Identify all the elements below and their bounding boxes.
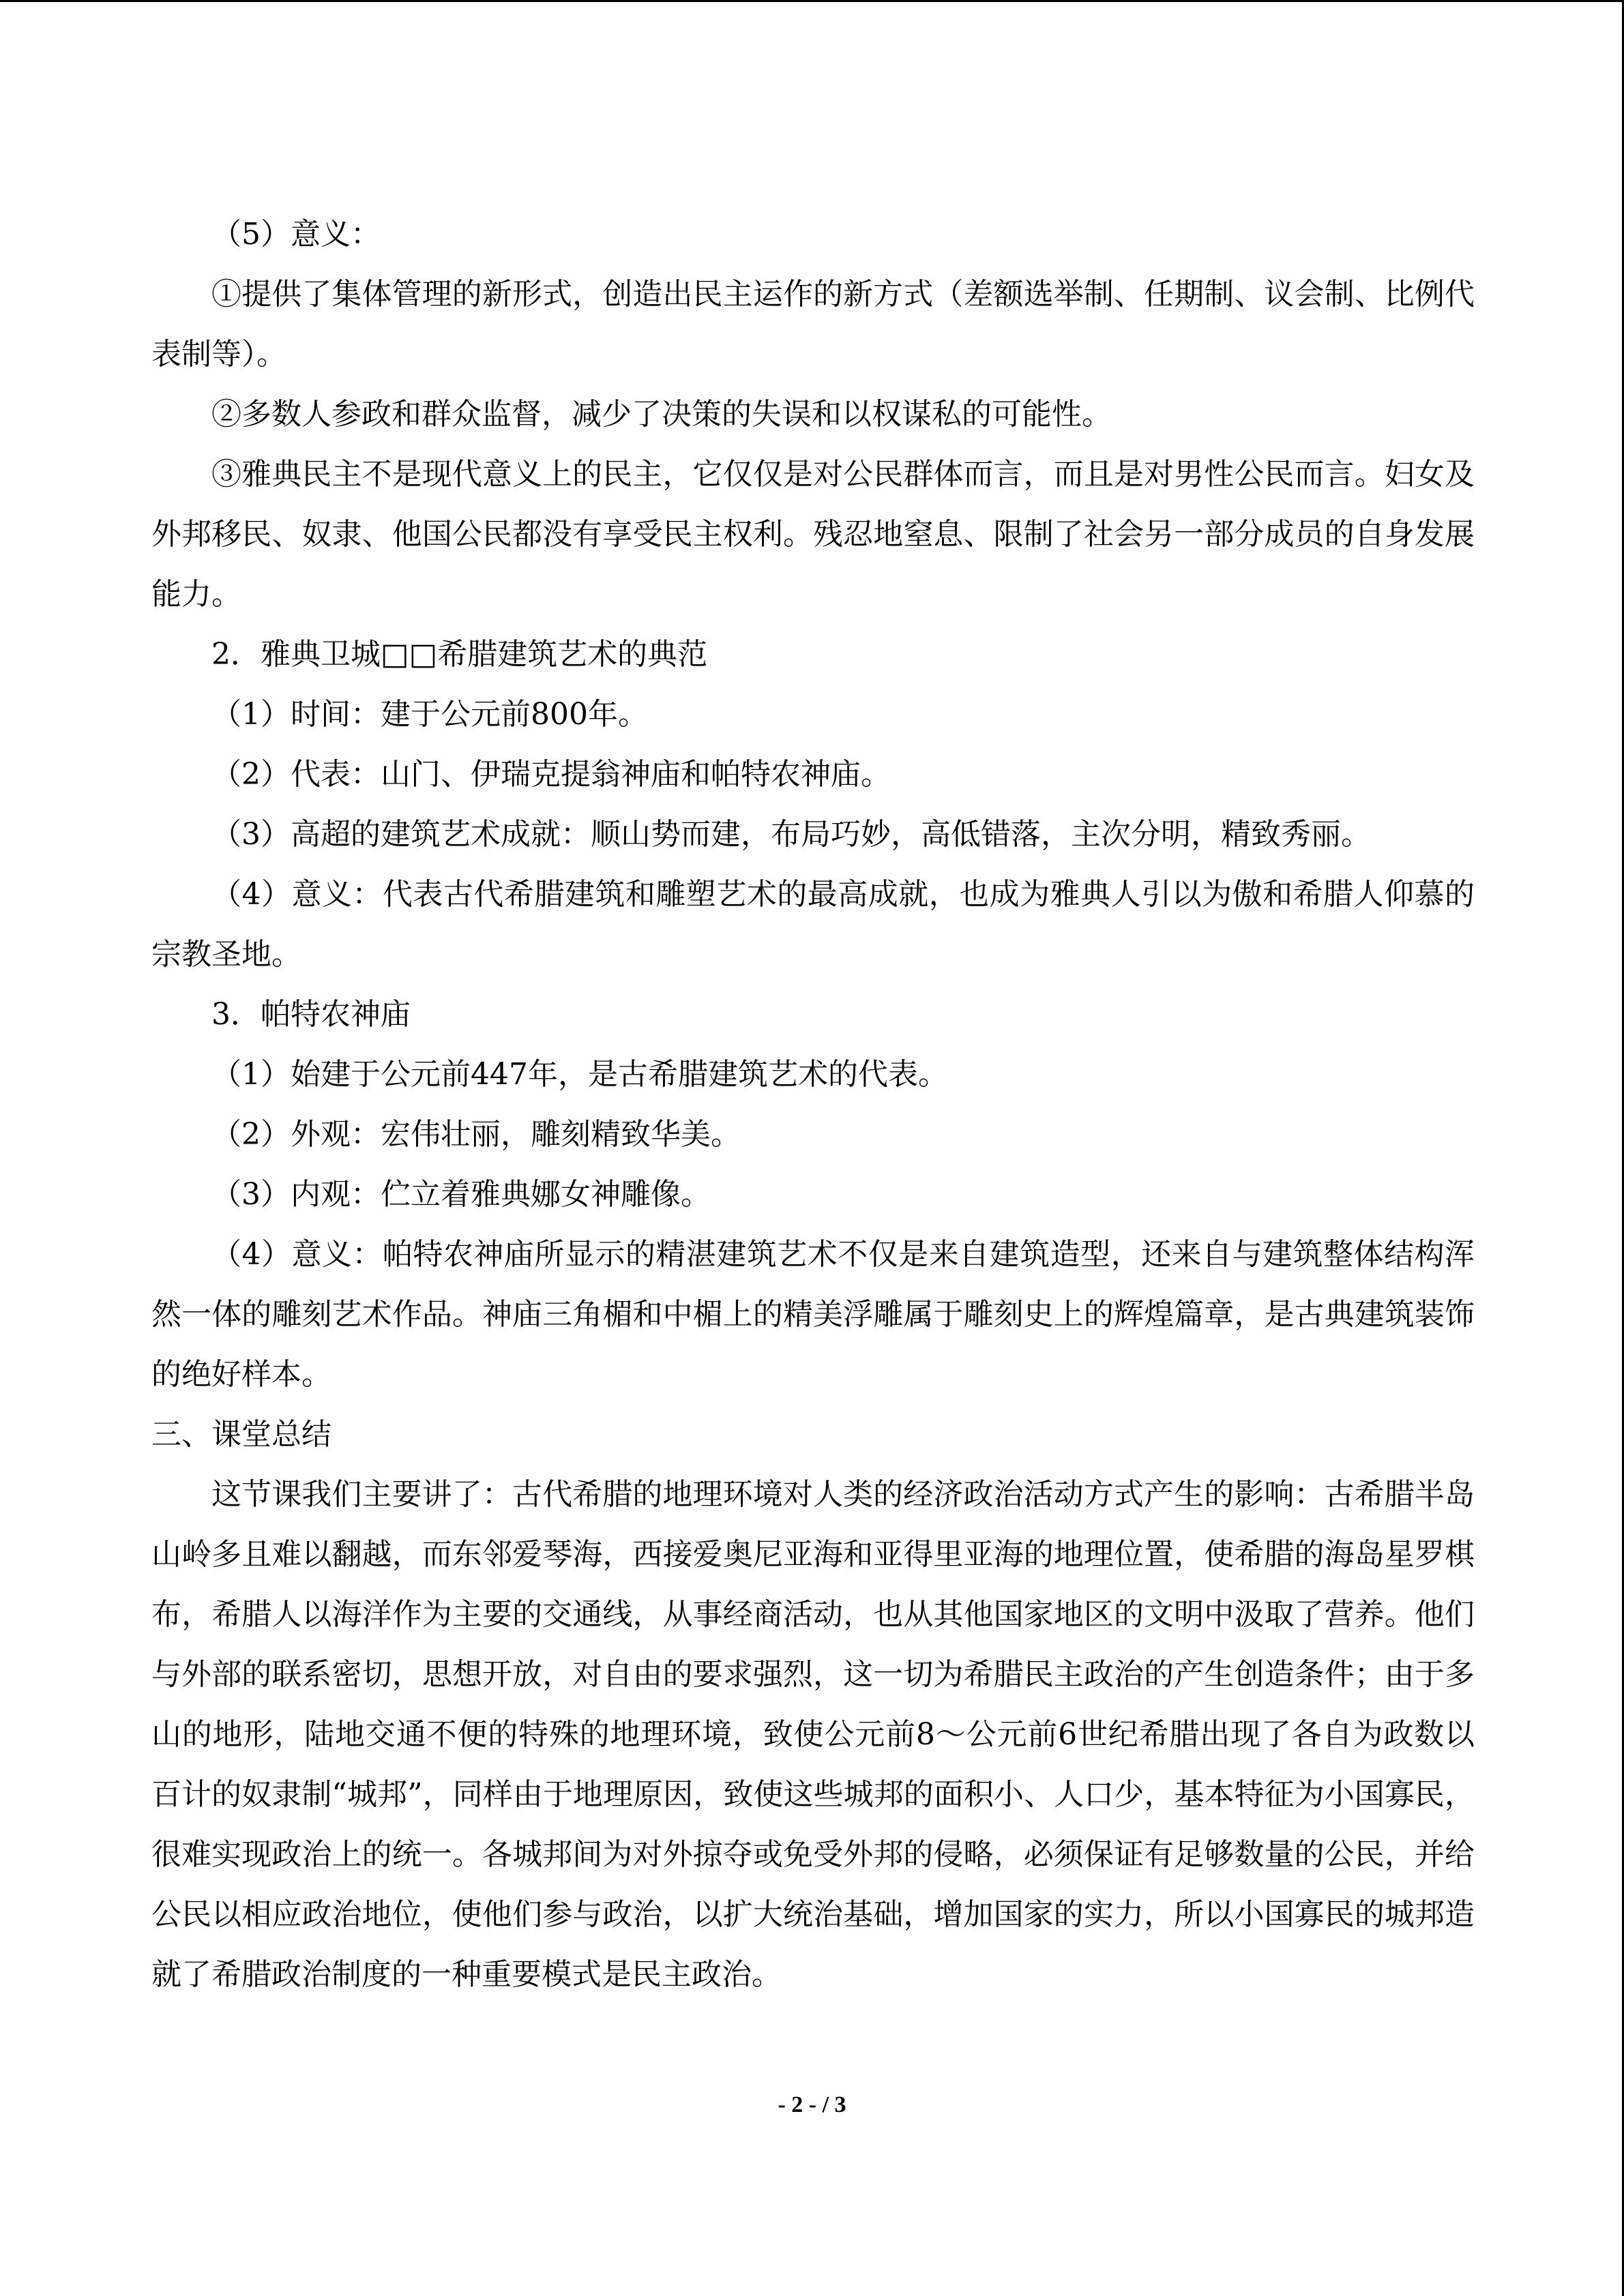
paragraph-acropolis-significance: （4）意义：代表古代希腊建筑和雕塑艺术的最高成就，也成为雅典人引以为傲和希腊人仰慕的宗教圣地。 bbox=[151, 877, 1475, 972]
paragraph-parthenon-exterior: （2）外观：宏伟壮丽，雕刻精致华美。 bbox=[211, 1117, 741, 1152]
paragraph-acropolis-achievement: （3）高超的建筑艺术成就：顺山势而建，布局巧妙，高低错落，主次分明，精致秀丽。 bbox=[211, 817, 1371, 852]
paragraph-significance-heading: （5）意义： bbox=[211, 217, 381, 252]
paragraph-summary: 这节课我们主要讲了：古代希腊的地理环境对人类的经济政治活动方式产生的影响：古希腊半岛山岭多且难以翻越，而东邻爱琴海，西接爱奥尼亚海和亚得里亚海的地理位置，使希腊的海岛星罗棋布，希腊人以海洋作为主要的交通线，从事经商活动，也从其他国家地区的文明中汲取了营养。他们与外部的联系密切，思想开放，对自由的要求强烈，这一切为希腊民主政治的产生创造条件；由于多山的地形，陆地交通不便的特殊的地理环境，致使公元前8～公元前6世纪希腊出现了各自为政数以百计的奴隶制“城邦”，同样由于地理原因，致使这些城邦的面积小、人口少，基本特征为小国寡民，很难实现政治上的统一。各城邦间为对外掠夺或免受外邦的侵略，必须保证有足够数量的公民，并给公民以相应政治地位，使他们参与政治，以扩大统治基础，增加国家的实力，所以小国寡民的城邦造就了希腊政治制度的一种重要模式是民主政治。 bbox=[151, 1477, 1475, 1992]
page-number: - 2 - / 3 bbox=[778, 2092, 846, 2117]
paragraph-point-3: ③雅典民主不是现代意义上的民主，它仅仅是对公民群体而言，而且是对男性公民而言。妇女及外邦移民、奴隶、他国公民都没有享受民主权利。残忍地窒息、限制了社会另一部分成员的自身发展能力。 bbox=[151, 457, 1475, 612]
paragraph-parthenon-significance: （4）意义：帕特农神庙所显示的精湛建筑艺术不仅是来自建筑造型，还来自与建筑整体结构浑然一体的雕刻艺术作品。神庙三角楣和中楣上的精美浮雕属于雕刻史上的辉煌篇章，是古典建筑装饰的绝好样本。 bbox=[151, 1237, 1475, 1392]
paragraph-parthenon-interior: （3）内观：伫立着雅典娜女神雕像。 bbox=[211, 1177, 711, 1212]
paragraph-point-2: ②多数人参政和群众监督，减少了决策的失误和以权谋私的可能性。 bbox=[211, 397, 1112, 432]
section-heading-acropolis: 2．雅典卫城□□希腊建筑艺术的典范 bbox=[211, 637, 708, 672]
document-body bbox=[151, 205, 1475, 2005]
paragraph-parthenon-built: （1）始建于公元前447年，是古希腊建筑艺术的代表。 bbox=[211, 1057, 948, 1092]
section-heading-summary: 三、课堂总结 bbox=[151, 1417, 331, 1452]
section-heading-parthenon: 3．帕特农神庙 bbox=[211, 997, 411, 1032]
paragraph-point-1: ①提供了集体管理的新形式，创造出民主运作的新方式（差额选举制、任期制、议会制、比例代表制等）。 bbox=[151, 277, 1475, 372]
paragraph-acropolis-representatives: （2）代表：山门、伊瑞克提翁神庙和帕特农神庙。 bbox=[211, 757, 891, 792]
page-border-top bbox=[0, 0, 1624, 2]
paragraph-acropolis-time: （1）时间：建于公元前800年。 bbox=[211, 697, 648, 732]
